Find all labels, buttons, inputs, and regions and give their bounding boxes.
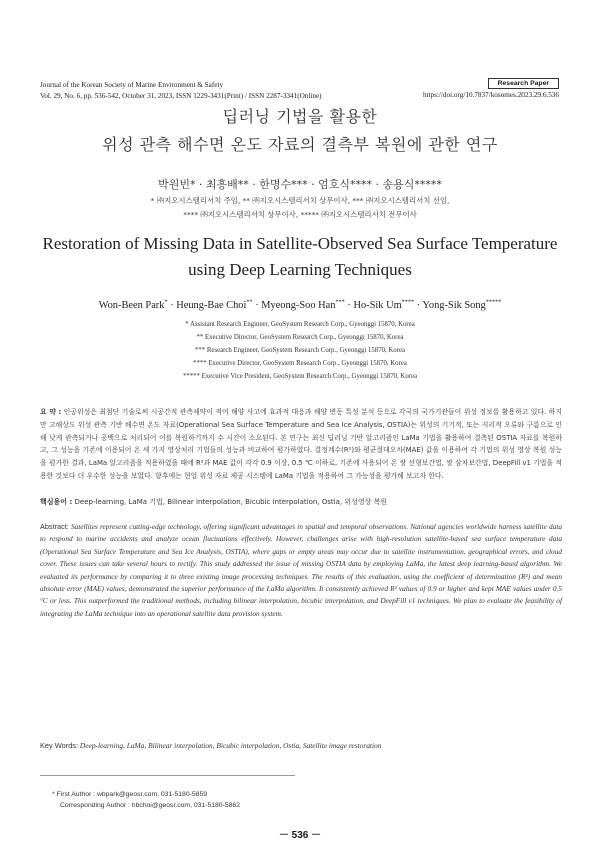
korean-affiliation-line2: **** ㈜지오시스템리서치 상무이사, ***** ㈜지오시스템리서치 전무이사 (183, 210, 417, 219)
doi-link[interactable]: https://doi.org/10.7837/kosomes.2023.29.6.536 (422, 91, 559, 99)
author-mark: ** (246, 298, 253, 306)
author-mark: *** (335, 298, 345, 306)
footnote-divider (40, 775, 295, 776)
english-affiliation: * Assistant Research Engineer, GeoSystem Research Corp., Gyeonggi 15870, Korea (185, 321, 415, 328)
english-affiliation: **** Executive Director, GeoSystem Research Corp., Gyeonggi 15870, Korea (193, 360, 407, 367)
article-type-badge: Research Paper (488, 78, 559, 89)
author-name: Myeong-Soo Han (261, 300, 336, 311)
english-keywords (40, 741, 562, 750)
corresponding-author-contact: Corresponding Author : hbchoi@geosr.com, 031-5180-5862 (60, 802, 240, 810)
korean-abstract-label: 요 약 : (40, 408, 62, 416)
korean-authors: 박원빈* · 최흥배** · 한명수*** · 엄호식**** · 송용식***** (158, 178, 442, 191)
english-affiliation: ** Executive Director, GeoSystem Research Corp., Gyeonggi 15870, Korea (196, 334, 404, 341)
korean-affiliation-line1: * ㈜지오시스템리서치 주임, ** ㈜지오시스템리서치 상무이사, *** ㈜지오시스템리서치 선임, (150, 196, 450, 205)
english-title-line1: Restoration of Missing Data in Satellite-Observed Sea Surface Temperature (42, 234, 558, 253)
english-affiliation: *** Research Engineer, GeoSystem Research Corp., Gyeonggi 15870, Korea (195, 347, 405, 354)
korean-title-line2: 위성 관측 해수면 온도 자료의 결측부 복원에 관한 연구 (102, 135, 498, 154)
korean-abstract-text: 인공위성은 최첨단 기술로써 시공간적 관측제약이 적어 해양 사고에 효과적 대응과 해양 변동 특성 분석 등으로 각국의 국가기관들이 위성 정보를 활용하고 있다. 하지만 고해상도 위성 관측 기반 해수면 온도 자료(Operational Sea Surface Temperature and Sea Ice Analysis, OSTIA)는 위성의 기기적, 또는 지리적 오류와 구름으로 인해 낮게 관측되거나 공백으로 처리되어 이를 복원하기까지 수 시간이 소요된다. 본 연구는 최신 딥러닝 기반 알고리즘인 LaMa 기법을 활용하여 결측된 OSTIA 자료를 복원하고, 그 성능을 기존에 이용되어 온 세 가지 영상처리 기법들의 성능과 비교하여 평가하였다. 결정계수(R²)와 평균절대오차(MAE) 값을 이용하여 각 기법의 위성 영상 복원 성능을 평가한 결과, LaMa 알고리즘을 적용하였을 때에 R²과 MAE 값이 각각 0.9 이상, 0.5 ℃ 이하로, 기존에 사용되어 온 쌍 선형보간법, 쌍 삼차보간법, DeepFill v1 기법을 적용한 것보다 더 우수한 성능을 보였다. 향후에는 현업 위성 자료 제공 시스템에 LaMa 기법을 적용하여 그 가능성을 평가해 보고자 한다. (40, 408, 562, 480)
english-affiliation: ***** Executive Vice President, GeoSystem Research Corp., Gyeonggi 15870, Korea (182, 373, 418, 380)
english-abstract-text: Satellites represent cutting-edge technology, offering significant advantages in spatial and temporal observations. National agencies worldwide harness satellite data to respond to marine accidents and analyze ocean fluctuations effectively. However, challenges arise with high-resolution satellite-based sea surface temperature data (Operational Sea Surface Temperature and Sea Ice Analysis, OSTIA), where gaps or empty areas may occur due to satellite instrumentation, geographical errors, and cloud cover. These issues can take several hours to rectify. This study addressed the issue of missing OSTIA data by employing LaMa, the latest deep learning-based algorithm. We evaluated its performance by comparing it to three existing image processing techniques. The results of this evaluation, using the coefficient of determination (R²) and mean absolute error (MAE) values, demonstrated the superior performance of the LaMa algorithm. It consistently achieved R² values of 0.9 or higher and kept MAE values under 0.5 °C or less. This outperformed the traditional methods, including bilinear interpolation, bicubic interpolation, and DeepFill v1 techniques. We plan to evaluate the feasibility of integrating the LaMa technique into an operational satellite data provision system. (40, 522, 563, 618)
author-name: Won-Been Park (98, 300, 165, 311)
english-keywords-label: Key Words: (40, 741, 79, 750)
korean-keywords (40, 497, 562, 507)
korean-title-line1: 딥러닝 기법을 활용한 (222, 107, 378, 126)
journal-info (40, 80, 400, 102)
author-name: Heung-Bae Choi (176, 300, 247, 311)
author-mark: ***** (485, 298, 502, 306)
english-keywords-text: Deep-learning, LaMa, Bilinear interpolation, Bicubic interpolation, Ostia, Satellite image restoration (79, 741, 382, 750)
author-name: Ho-Sik Um (353, 300, 402, 311)
korean-abstract (40, 406, 562, 483)
english-abstract (40, 521, 562, 620)
first-author-contact: * First Author : wbpark@geosr.com, 031-5180-5859 (52, 791, 208, 798)
page-number: － 536 － (278, 830, 322, 841)
author-mark: * (164, 298, 168, 306)
author-name: Yong-Sik Song (422, 300, 486, 311)
korean-keywords-text: Deep-learning, LaMa 기법, Bilinear interpolation, Bicubic interpolation, Ostia, 위성영상 복원 (74, 498, 388, 506)
english-abstract-label: Abstract: (40, 522, 69, 531)
author-mark: **** (401, 298, 415, 306)
footnote (52, 789, 240, 812)
english-authors: Won-Been Park* · Heung-Bae Choi** · Myeong-Soo Han*** · Ho-Sik Um**** · Yong-Sik Song***** (98, 298, 502, 311)
english-title-line2: using Deep Learning Techniques (188, 260, 412, 279)
journal-volume: Vol. 29, No. 6, pp. 536-542, October 31, 2023, ISSN 1229-3431(Print) / ISSN 2287-3341(Online) (40, 92, 322, 100)
korean-keywords-label: 핵심용어 : (40, 498, 73, 506)
journal-name: Journal of the Korean Society of Marine Environment & Safety (40, 81, 224, 89)
